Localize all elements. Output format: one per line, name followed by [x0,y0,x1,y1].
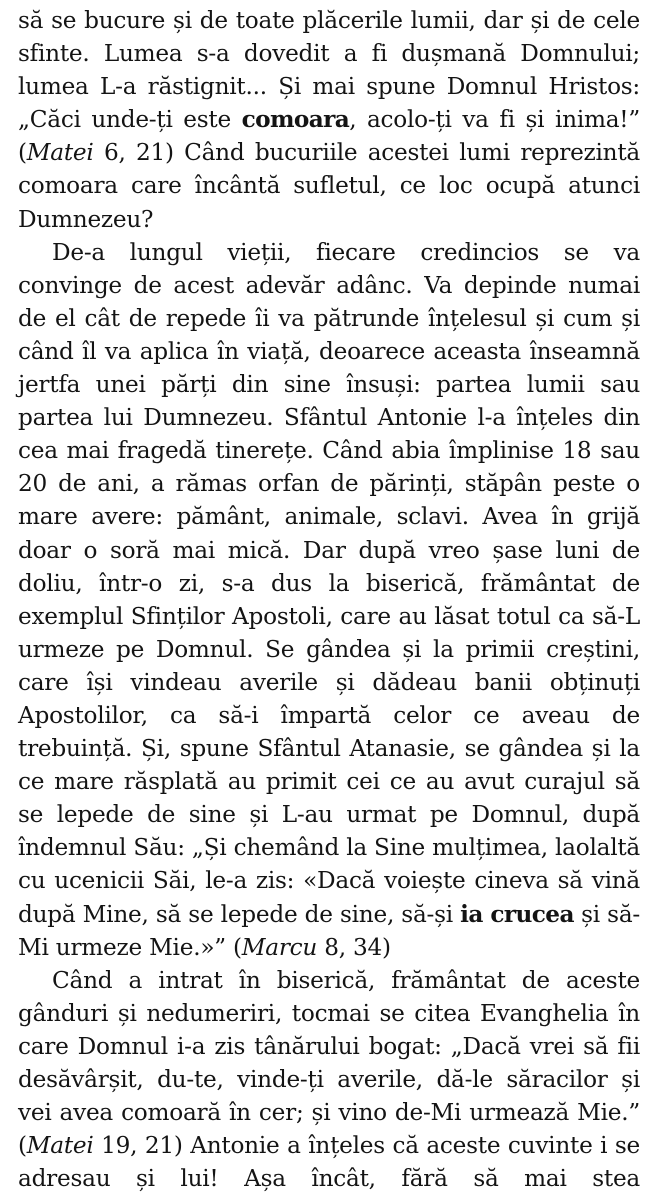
citation-book: Matei [26,139,94,167]
text-run: , acolo-ți va fi și inima!” ( [18,106,640,167]
bold-phrase-ia-crucea: ia crucea [460,900,574,928]
text-run: Când a intrat în biserică, frământat de aceste gânduri și nedumeriri, tocmai se citea Evanghelia în care Domnul i-a zis tânărului bogat: „Dacă vrei să fii desăvârșit, du-te, vinde-ți averile, dă-le săracilor și vei avea comoară în cer; și vino de-Mi urmează Mie.” ( [18,966,640,1160]
text-run: și să-Mi urmeze Mie.»” ( [18,900,640,961]
bold-word-comoara: comoara [241,106,350,134]
citation-book: Marcu [241,933,318,961]
text-run: 19, 21) Antonie a înțeles că aceste cuvinte i se adresau și lui! Așa încât, fără să mai stea [18,1132,640,1193]
text-run: De-a lungul vieții, fiecare credincios se va convinge de acest adevăr adânc. Va depinde numai de el cât de repede îi va pătrunde înțelesul și cum și când îl va aplica în viață, deoarece aceasta înseamnă jertfa unei părți din sine însuși: partea lumii sau partea lui Dumnezeu. Sfântul Antonie l-a înțeles din cea mai fragedă tinerețe. Când abia împlinise 18 sau 20 de ani, a rămas orfan de părinți, stăpân peste o mare avere: pământ, animale, sclavi. Avea în grijă doar o soră mai mică. Dar după vreo șase luni de doliu, într-o zi, s-a dus la biserică, frământat de exemplul Sfinților Apostoli, care au lăsat totul ca să-L urmeze pe Domnul. Se gândea și la primii creștini, care își vindeau averile și dădeau banii obținuți Apostolilor, ca să-i împartă celor ce aveau de trebuință. Și, spune Sfântul Atanasie, se gândea și la ce mare răsplată au primit cei ce au avut curajul să se lepede de sine și L-au urmat pe Domnul, după îndemnul Său: „Și chemând la Sine mulțimea, laolaltă cu ucenicii Săi, le-a zis: «Dacă voiește cineva să vină după Mine, să se lepede de sine, să-și [18,238,640,928]
citation-book: Matei [26,1132,94,1160]
paragraph-2 [18,236,640,964]
text-run: să se bucure și de toate plăcerile lumii, dar și de cele sfinte. Lumea s-a dovedit a fi dușmană Domnului; lumea L-a răstignit... Și mai spune Domnul Hristos: „Căci unde-ți este [18,7,640,134]
text-run: 8, 34) [317,933,391,961]
text-run: 6, 21) Când bucuriile acestei lumi reprezintă comoara care încântă sufletul, ce loc ocupă atunci Dumnezeu? [18,139,640,233]
paragraph-3 [18,964,640,1195]
paragraph-1 [18,4,640,236]
